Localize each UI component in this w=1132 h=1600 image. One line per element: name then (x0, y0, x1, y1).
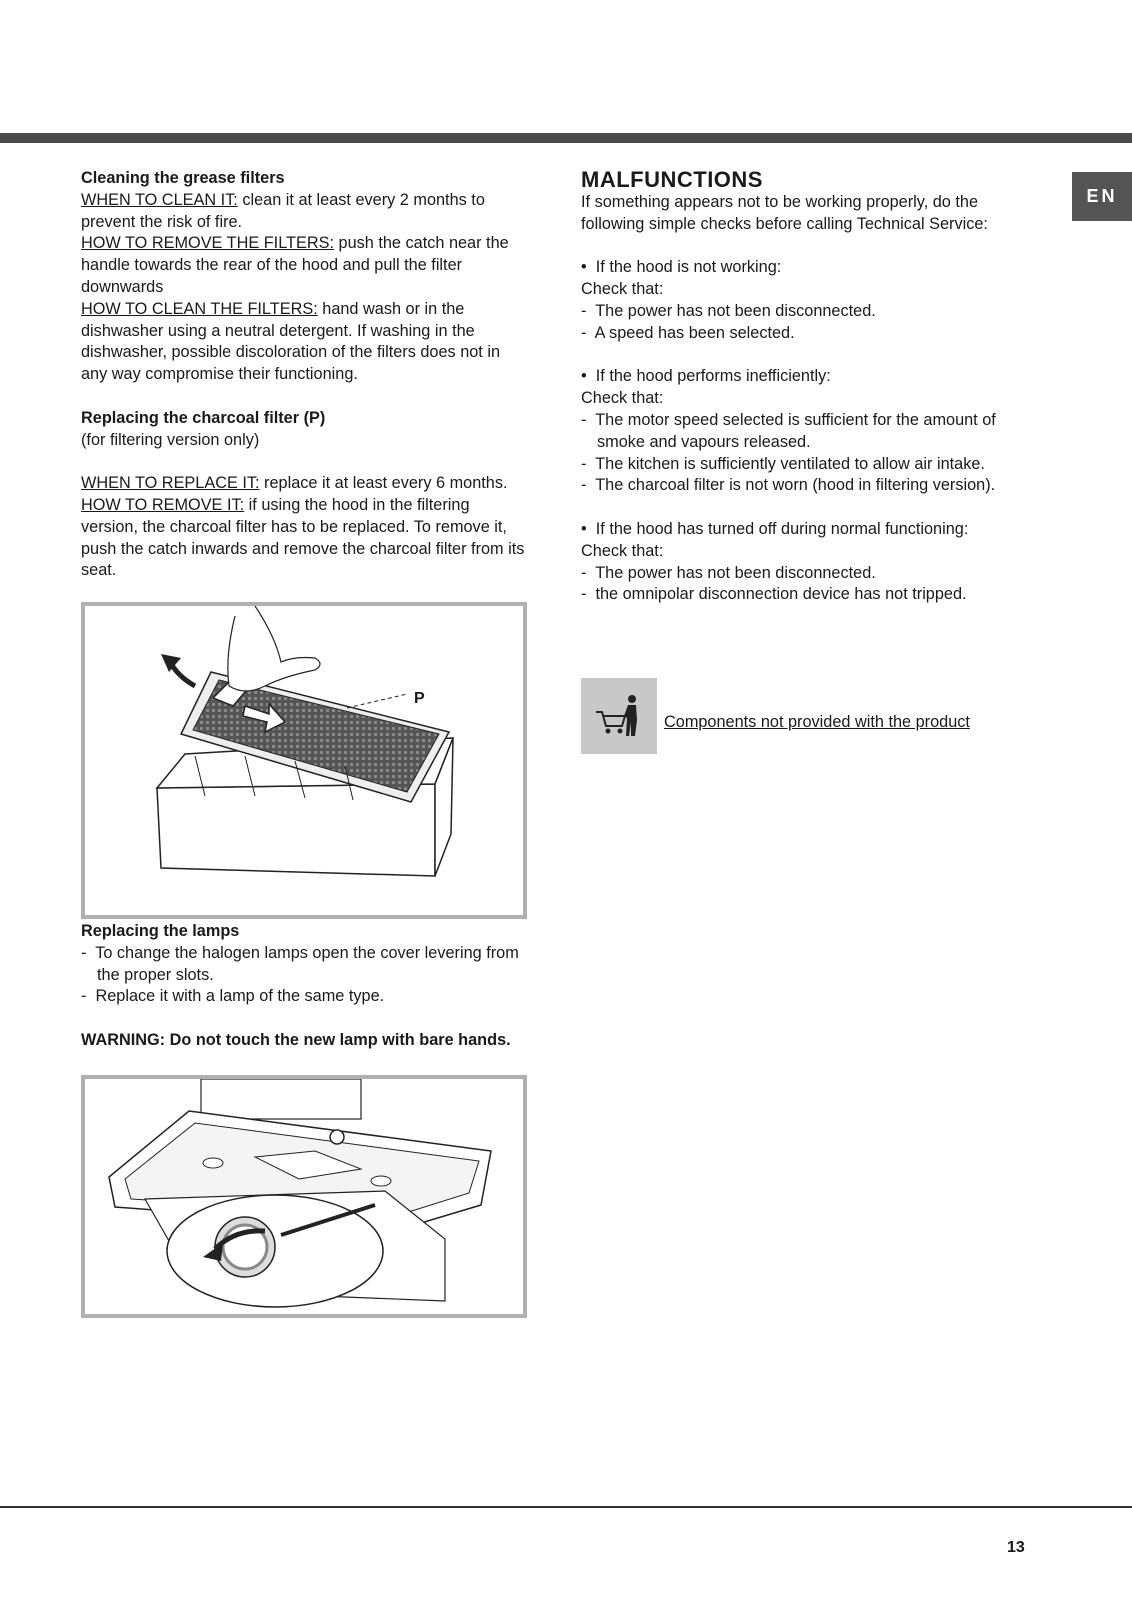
grease-how-clean-text: hand wash or in the dishwasher using a neutral detergent. If washing in the dishwasher, possible discoloration of the filters does not in any way compromise their functioning. (81, 299, 501, 384)
language-tab: EN (1072, 172, 1132, 221)
charcoal-filter-illustration (85, 606, 523, 915)
lamps-heading: Replacing the lamps (81, 922, 240, 940)
malfunction-group (581, 366, 1031, 497)
right-column (581, 168, 1031, 606)
charcoal-filter-heading: Replacing the charcoal filter (P) (81, 408, 326, 427)
grease-when-text: clean it at least every 2 months to prevent the risk of fire. (81, 190, 485, 231)
components-note: Components not provided with the product (664, 713, 970, 731)
malfunction-group (581, 257, 1031, 344)
charcoal-filter-subtitle: (for filtering version only) (81, 430, 260, 449)
lamp-replacement-figure (81, 1075, 527, 1318)
charcoal-filter-figure (81, 602, 527, 919)
check-item: - The power has not been disconnected. (581, 563, 876, 582)
grease-how-clean-paragraph (81, 299, 526, 386)
malfunction-bullet: • If the hood has turned off during normal functioning: (581, 519, 969, 538)
left-column (81, 168, 526, 582)
check-item: - The charcoal filter is not worn (hood in filtering version). (581, 476, 996, 495)
malfunction-group (581, 519, 1031, 606)
charcoal-filter-label: P (414, 690, 425, 707)
header-bar (0, 133, 1132, 143)
charcoal-when-paragraph (81, 473, 526, 495)
check-item: - The power has not been disconnected. (581, 301, 876, 320)
charcoal-how-text: if using the hood in the filtering version, the charcoal filter has to be replaced. To remove it, push the catch inwards and remove the charcoal filter from its seat. (81, 495, 525, 580)
malfunctions-intro: If something appears not to be working properly, do the following simple checks before calling Technical Service: (581, 193, 988, 233)
grease-when-label: WHEN TO CLEAN IT: (81, 190, 238, 209)
grease-how-clean-label: HOW TO CLEAN THE FILTERS: (81, 299, 318, 318)
check-that-label: Check that: (581, 389, 664, 408)
charcoal-how-paragraph (81, 495, 526, 582)
charcoal-when-label: WHEN TO REPLACE IT: (81, 474, 260, 493)
lamps-item: - To change the halogen lamps open the cover levering from the proper slots. (81, 943, 519, 984)
lamp-replacement-illustration (85, 1079, 523, 1314)
lamps-warning: WARNING: Do not touch the new lamp with bare hands. (81, 1030, 511, 1049)
grease-how-remove-text: push the catch near the handle towards the rear of the hood and pull the filter downwards (81, 234, 509, 296)
grease-filters-heading: Cleaning the grease filters (81, 169, 285, 187)
check-item: - The kitchen is sufficiently ventilated to allow air intake. (581, 454, 985, 473)
page-number: 13 (1007, 1539, 1025, 1556)
footer-rule (0, 1506, 1132, 1508)
charcoal-when-text: replace it at least every 6 months. (259, 474, 508, 493)
check-item: - the omnipolar disconnection device has not tripped. (581, 585, 967, 604)
lamps-section (81, 921, 526, 1052)
check-that-label: Check that: (581, 280, 664, 299)
check-item: - A speed has been selected. (581, 323, 795, 342)
grease-how-remove-label: HOW TO REMOVE THE FILTERS: (81, 234, 334, 253)
grease-how-remove-paragraph (81, 233, 526, 298)
grease-when-paragraph (81, 190, 526, 234)
check-item: - The motor speed selected is sufficient for the amount of smoke and vapours released. (581, 410, 996, 451)
check-that-label: Check that: (581, 541, 664, 560)
malfunction-bullet: • If the hood is not working: (581, 258, 782, 277)
malfunction-bullet: • If the hood performs inefficiently: (581, 367, 831, 386)
malfunctions-heading: MALFUNCTIONS (581, 167, 763, 192)
shopping-cart-person-icon (581, 678, 657, 754)
lamps-item: - Replace it with a lamp of the same type. (81, 987, 385, 1006)
charcoal-how-label: HOW TO REMOVE IT: (81, 495, 245, 514)
